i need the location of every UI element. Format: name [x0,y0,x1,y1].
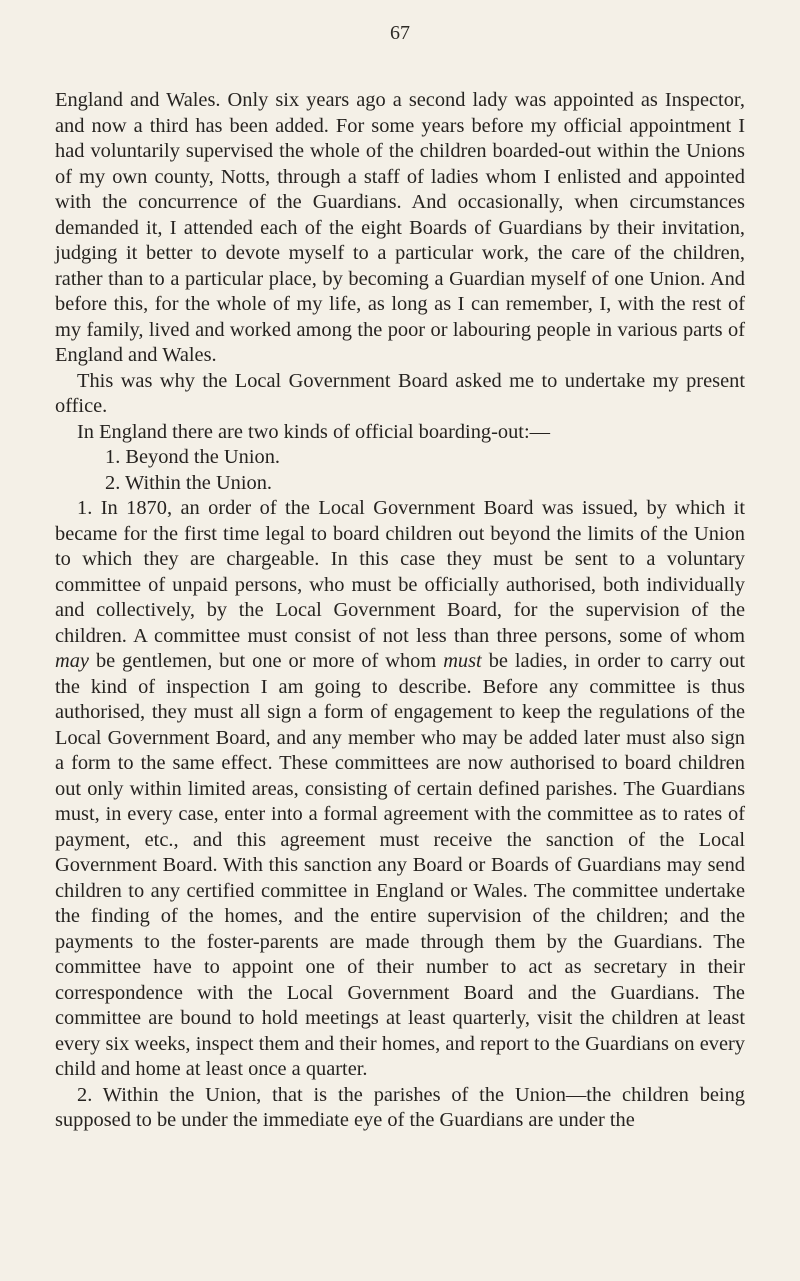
paragraph-4-part-a: 1. In 1870, an order of the Local Government Board was issued, by which it became for the first time legal to board children out beyond the limits of the Union to which they are chargeable. In this case they must be sent to a voluntary committee of unpaid persons, who must be officially authorised, both individually and collectively, by the Local Government Board, for the supervision of the children. A committee must consist of not less than three persons, some of whom [55,497,745,647]
paragraph-5: 2. Within the Union, that is the parishes of the Union—the children being supposed to be under the immediate eye of the Guardians are under the [55,1083,745,1131]
paragraph-4-part-c: be ladies, in order to carry out the kind of inspection I am going to describe. Before any committee is thus authorised, they must all sign a form of engagement to keep the regulations of the Local Government Board, and any member who may be added later must also sign a form to the same effect. These committees are now authorised to board children out only within limited areas, consisting of certain defined parishes. The Guardians must, in every case, enter into a formal agreement with the committee as to rates of payment, etc., and this agreement must receive the sanction of the Local Government Board. With this sanction any Board or Boards of Guardians may send children to any certified committee in England or Wales. The committee undertake the finding of the homes, and the entire supervision of the children; and the payments to the foster-parents are made through them by the Guardians. The committee have to appoint one of their number to act as secretary in their correspondence with the Local Government Board and the Guardians. The committee are bound to hold meetings at least quarterly, visit the children at least every six weeks, inspect them and their homes, and report to the Guardians on every child and home at least once a quarter. [55,650,745,1080]
paragraph-2: This was why the Local Government Board asked me to undertake my present office. [55,369,745,417]
list-item-2: 2. Within the Union. [105,471,273,494]
body-text [55,88,745,1134]
paragraph-3: In England there are two kinds of official boarding-out:— [77,420,551,443]
list-item-1: 1. Beyond the Union. [105,446,281,468]
paragraph-1: England and Wales. Only six years ago a second lady was appointed as Inspector, and now a third has been added. For some years before my official appointment I had voluntarily supervised the whole of the children boarded-out within the Unions of my own county, Notts, through a staff of ladies whom I enlisted and appointed with the concurrence of the Guardians. And occasionally, when circumstances demanded it, I attended each of the eight Boards of Guardians by their invitation, judging it better to devote myself to a particular work, the care of the children, rather than to a particular place, by becoming a Guardian myself of one Union. And before this, for the whole of my life, as long as I can remember, I, with the rest of my family, lived and worked among the poor or labouring people in various parts of England and Wales. [55,89,745,366]
page-number: 67 [390,22,410,44]
italic-must: must [443,650,482,672]
italic-may: may [55,650,89,672]
paragraph-4-part-b: be gentlemen, but one or more of whom [88,650,444,672]
paragraph-4 [55,496,745,1083]
